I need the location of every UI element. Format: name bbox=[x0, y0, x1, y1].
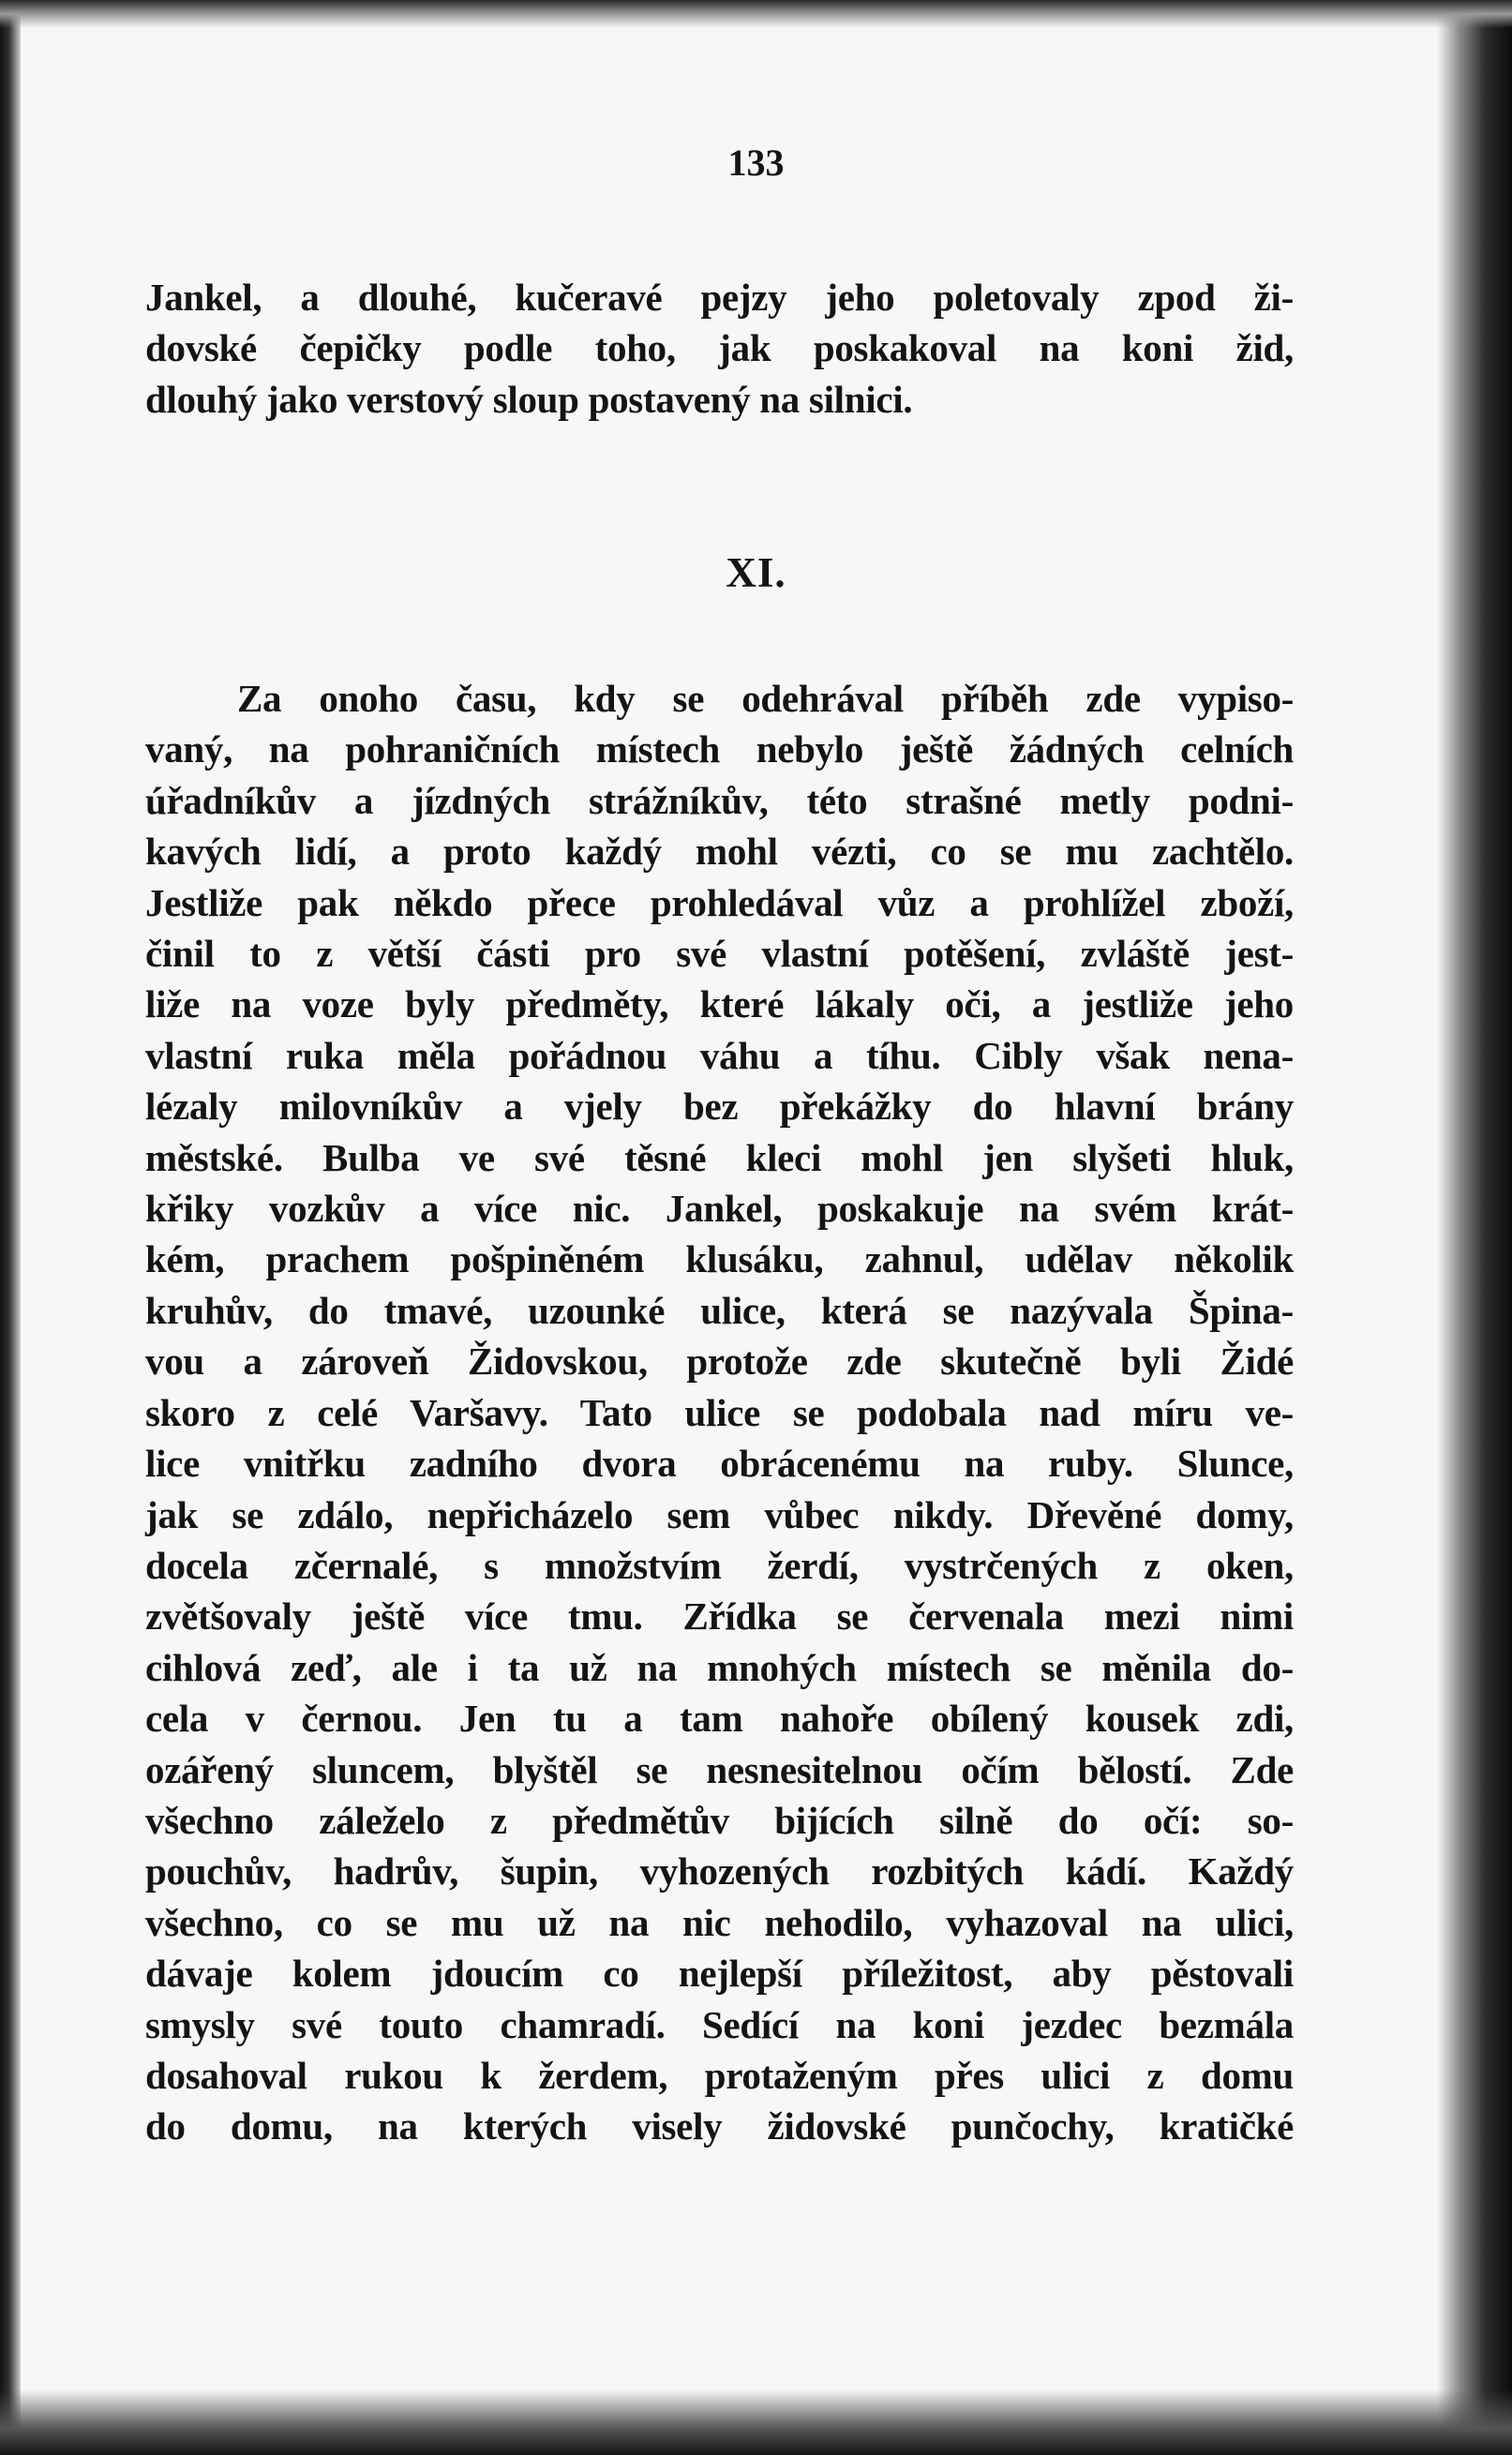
text-line: liže na voze byly předměty, které lákaly oči, a jestliže jeho bbox=[145, 982, 1294, 1026]
intro-paragraph bbox=[145, 272, 1294, 425]
text-line: docela zčernalé, s množstvím žerdí, vystrčených z oken, bbox=[145, 1543, 1294, 1587]
text-line: Jestliže pak někdo přece prohledával vůz a prohlížel zboží, bbox=[145, 880, 1294, 924]
text-line: do domu, na kterých visely židovské punčochy, kratičké bbox=[145, 2104, 1294, 2148]
text-line: skoro z celé Varšavy. Tato ulice se podobala nad míru ve- bbox=[145, 1390, 1294, 1434]
text-line: jak se zdálo, nepřicházelo sem vůbec nikdy. Dřevěné domy, bbox=[145, 1492, 1294, 1536]
text-line: všechno, co se mu už na nic nehodilo, vyhazoval na ulici, bbox=[145, 1900, 1294, 1944]
text-line: Za onoho času, kdy se odehrával příběh zde vypiso- bbox=[237, 677, 1294, 720]
text-line: dávaje kolem jdoucím co nejlepší příležitost, aby pěstovali bbox=[145, 1952, 1294, 1996]
chapter-heading: XI. bbox=[726, 549, 786, 596]
page-edge-right bbox=[1437, 0, 1512, 2455]
page-number: 133 bbox=[727, 142, 785, 184]
text-line: kavých lidí, a proto každý mohl vézti, co se mu zachtělo. bbox=[145, 830, 1294, 874]
text-line: činil to z větší části pro své vlastní potěšení, zvláště jest- bbox=[145, 932, 1294, 976]
text-line: úřadníkův a jízdných strážníkův, této strašné metly podni- bbox=[145, 778, 1294, 822]
text-line: lice vnitřku zadního dvora obrácenému na ruby. Slunce, bbox=[145, 1442, 1294, 1486]
text-line: vou a zároveň Židovskou, protože zde skutečně byli Židé bbox=[145, 1340, 1294, 1384]
text-line: dovské čepičky podle toho, jak poskakoval na koni žid, bbox=[145, 326, 1294, 370]
text-line: kruhův, do tmavé, uzounké ulice, která se nazývala Špina- bbox=[145, 1288, 1294, 1332]
text-line: dlouhý jako verstový sloup postavený na silnici. bbox=[145, 377, 913, 421]
page-edge-top bbox=[0, 0, 1512, 28]
text-line: všechno záleželo z předmětův bijících silně do očí: so- bbox=[145, 1798, 1294, 1842]
text-line: ozářený sluncem, blyštěl se nesnesitelnou očím bělostí. Zde bbox=[145, 1747, 1294, 1791]
text-line: zvětšovaly ještě více tmu. Zřídka se červenala mezi nimi bbox=[145, 1594, 1294, 1639]
text-line: kém, prachem pošpiněném klusáku, zahnul, udělav několik bbox=[145, 1237, 1294, 1281]
text-line: vaný, na pohraničních místech nebylo ještě žádných celních bbox=[145, 727, 1294, 771]
text-line: pouchův, hadrův, šupin, vyhozených rozbitých kádí. Každý bbox=[145, 1849, 1294, 1894]
page-edge-left bbox=[0, 0, 21, 2455]
chapter-paragraph bbox=[145, 673, 1294, 2152]
text-line: lézaly milovníkův a vjely bez překážky do hlavní brány bbox=[145, 1085, 1294, 1129]
text-line: smysly své touto chamradí. Sedící na koni jezdec bezmála bbox=[145, 2002, 1294, 2046]
text-line: křiky vozkův a více nic. Jankel, poskakuje na svém krát- bbox=[145, 1187, 1294, 1231]
text-line: cihlová zeď, ale i ta už na mnohých místech se měnila do- bbox=[145, 1645, 1294, 1689]
text-line: městské. Bulba ve své těsné kleci mohl jen slyšeti hluk, bbox=[145, 1135, 1294, 1179]
text-line: cela v černou. Jen tu a tam nahoře obílený kousek zdi, bbox=[145, 1697, 1294, 1741]
text-line: dosahoval rukou k žerdem, protaženým přes ulici z domu bbox=[145, 2053, 1294, 2097]
text-line: Jankel, a dlouhé, kučeravé pejzy jeho poletovaly zpod ži- bbox=[145, 276, 1294, 319]
text-line: vlastní ruka měla pořádnou váhu a tíhu. Cibly však nena- bbox=[145, 1033, 1294, 1077]
page-edge-bottom bbox=[0, 2389, 1512, 2455]
